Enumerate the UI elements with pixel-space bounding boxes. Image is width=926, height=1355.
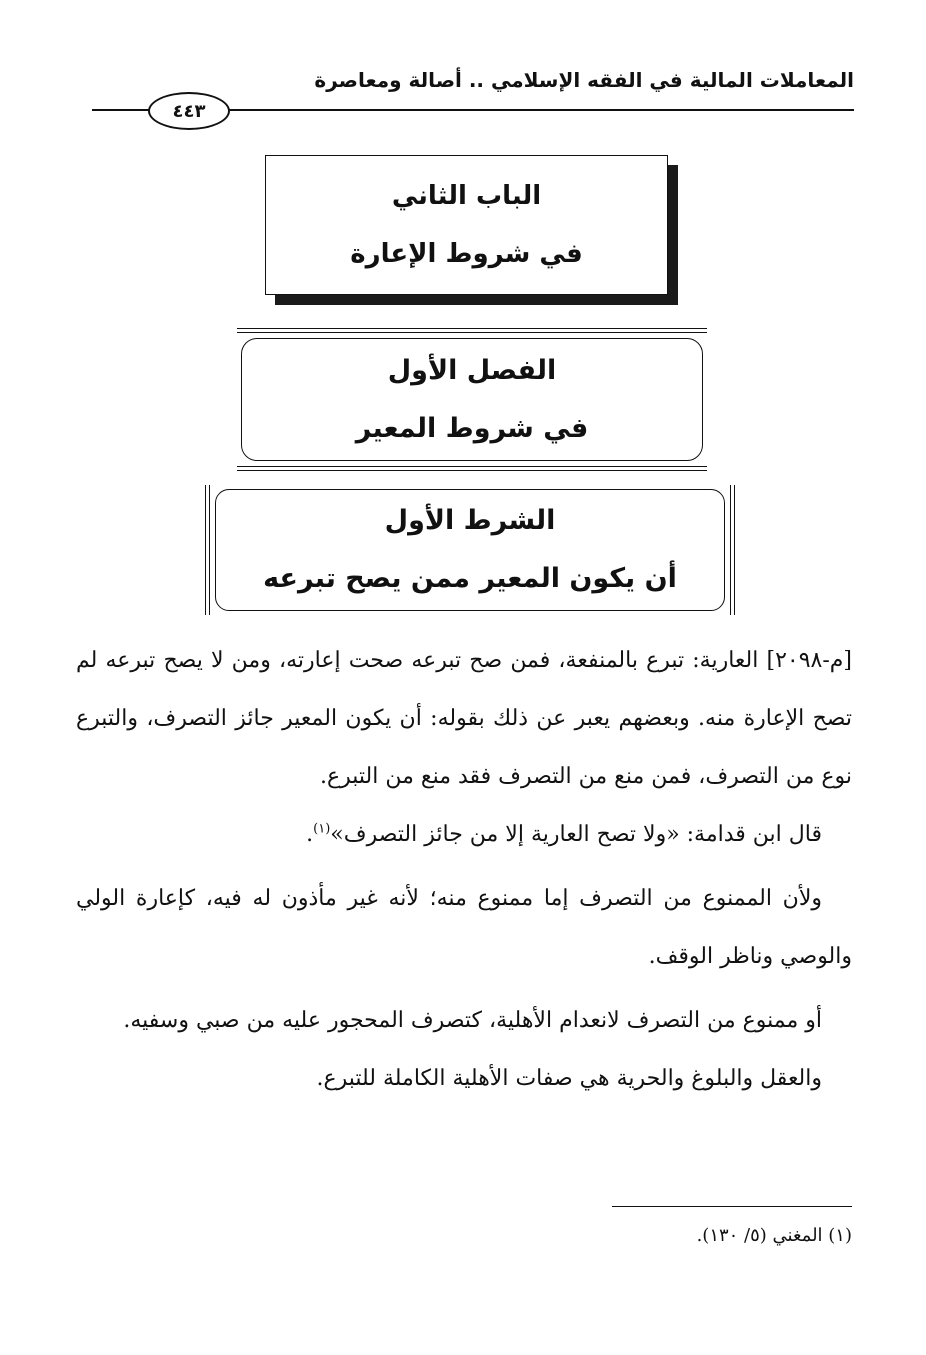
condition-right-bar: [730, 485, 735, 615]
paragraph-1: [م-٢٠٩٨] العارية: تبرع بالمنفعة، فمن صح تبرعه صحت إعارته، ومن لا يصح تبرعه لم تصح الإعارة منه. وبعضهم يعبر عن ذلك بقوله: أن يكون المعير جائز التصرف، والتبرع نوع من التصرف، فمن منع من التصرف فقد منع من التبرع.: [76, 648, 852, 789]
body-text: [76, 632, 852, 1108]
section-frame: [241, 338, 703, 461]
chapter-box-frame: [265, 155, 668, 295]
chapter-title: الباب الثاني: [391, 181, 542, 211]
condition-subtitle: أن يكون المعير ممن يصح تبرعه: [263, 563, 677, 594]
section-title: الفصل الأول: [387, 354, 557, 386]
section-bottom-rule: [237, 466, 707, 471]
paragraph-3: ولأن الممنوع من التصرف إما ممنوع منه؛ لأنه غير مأذون له فيه، كإعارة الولي والوصي وناظر الوقف.: [76, 886, 852, 969]
condition-heading-box: [205, 485, 735, 615]
quote-end: .: [306, 822, 314, 847]
quote-text: قال ابن قدامة: «ولا تصح العارية إلا من جائز التصرف»: [330, 822, 822, 847]
paragraph-4: أو ممنوع من التصرف لانعدام الأهلية، كتصرف المحجور عليه من صبي وسفيه.: [123, 1008, 822, 1033]
chapter-heading-box: [265, 155, 668, 295]
section-subtitle: في شروط المعير: [355, 412, 589, 444]
running-header-title: المعاملات المالية في الفقه الإسلامي .. أصالة ومعاصرة: [314, 68, 854, 92]
condition-title: الشرط الأول: [384, 505, 556, 536]
footnote-ref[interactable]: (١): [313, 821, 331, 837]
section-top-rule: [237, 328, 707, 333]
condition-left-bar: [205, 485, 210, 615]
section-heading-box: [237, 328, 707, 471]
page-number: ٤٤٣: [148, 92, 230, 130]
paragraph-5: والعقل والبلوغ والحرية هي صفات الأهلية الكاملة للتبرع.: [316, 1066, 822, 1091]
footnote: (١) المغني (٥/ ١٣٠).: [696, 1225, 852, 1246]
condition-frame: [215, 489, 725, 611]
paragraph-2: [76, 806, 852, 864]
footnote-rule: [612, 1206, 852, 1207]
chapter-subtitle: في شروط الإعارة: [350, 239, 583, 269]
